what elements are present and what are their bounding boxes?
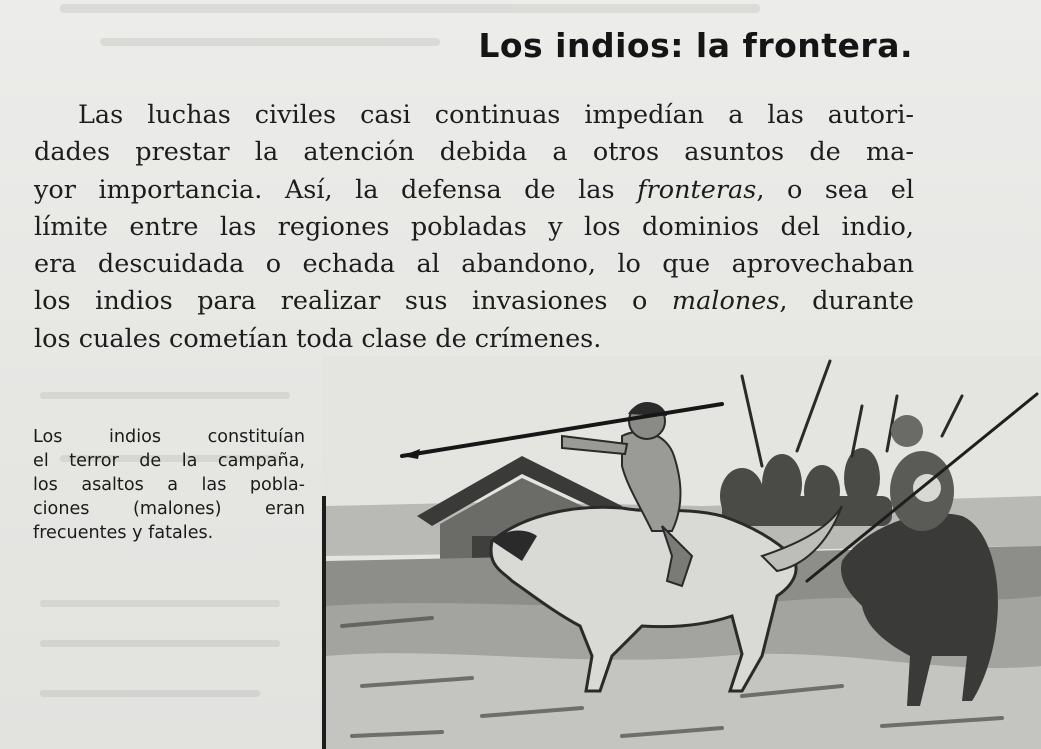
paragraph-line-6 [34,283,914,320]
page-title: Los indios: la frontera. [478,26,913,65]
caption-line-4: ciones (malones) eran [33,499,305,519]
caption-line-3: los asaltos a las pobla- [33,475,305,495]
paragraph-line-1: Las luchas civiles casi continuas impedían a las autori- [78,100,914,130]
frame-left-edge [322,496,326,749]
malon-illustration [322,356,1041,749]
term-fronteras: fronteras [637,174,757,205]
paragraph-line-7: los cuales cometían toda clase de crímenes. [34,323,602,354]
paragraph-line-5: era descuidada o echada al abandono, lo que aprovechaban [34,249,914,280]
caption-line-1: Los indios constituían [33,427,305,447]
paragraph-line-3 [34,172,914,209]
caption-line-5: frecuentes y fatales. [33,523,214,543]
ground-light-path [326,653,1041,749]
paragraph-line-2: dades prestar la atención debida a otros asuntos de ma- [34,137,914,168]
line-3-end: , o sea el [756,174,914,205]
line-6-end: , durante [779,286,914,317]
paragraph-line-4: límite entre las regiones pobladas y los dominios del indio, [34,211,914,242]
line-3-start: yor importancia. Así, la defensa de las [34,174,638,205]
line-6-start: los indios para realizar sus invasiones o [34,286,672,317]
caption-line-2: el terror de la campaña, [33,451,305,471]
term-malones: malones [671,286,780,317]
main-paragraph [34,97,914,358]
illustration-caption [33,425,305,545]
